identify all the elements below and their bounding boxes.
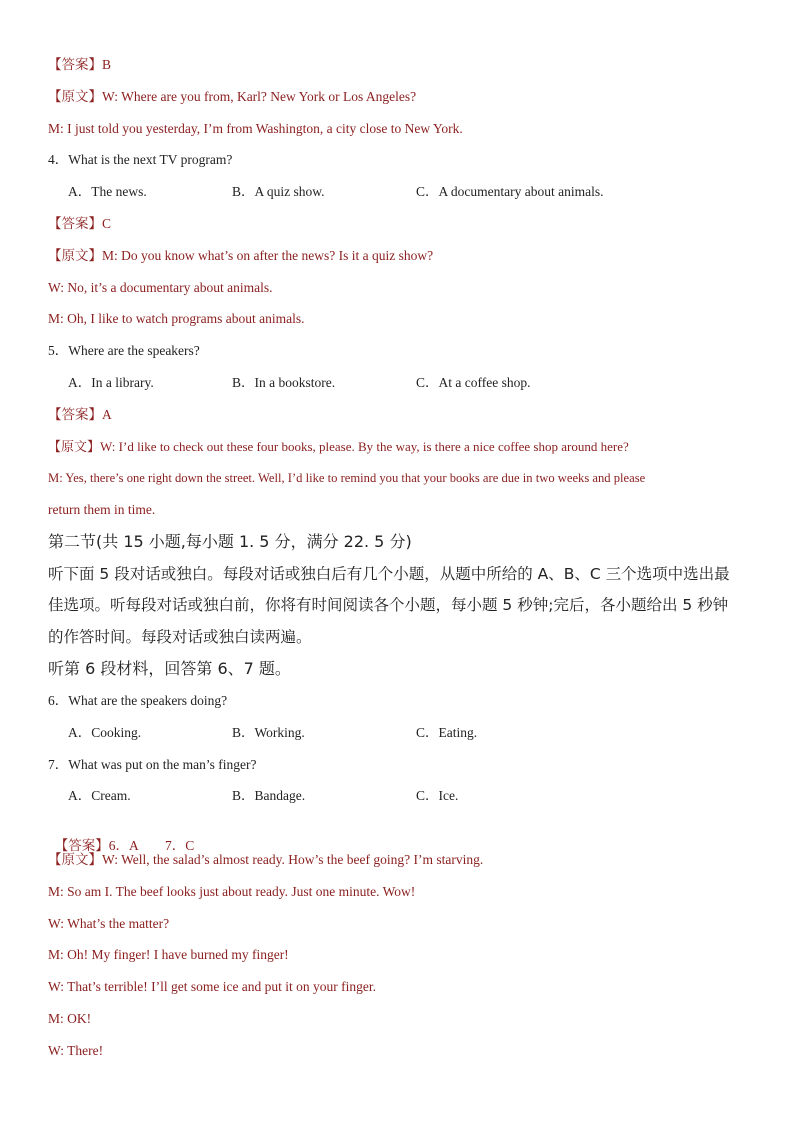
question-stem-5: 5．Where are the speakers? [48,343,200,358]
option-a: A．Cream. [68,788,131,803]
transcript-line: M: Oh, I like to watch programs about animals. [48,311,305,326]
answer-tag: 【答案】 [48,57,102,72]
transcript-line: M: So am I. The beef looks just about ready. Just one minute. Wow! [48,884,416,899]
instructions-line: 佳选项。听每段对话或独白前，你将有时间阅读各个小题，每小题 5 秒钟;完后，各小题给出 5 秒钟 [48,596,729,614]
option-b: B．A quiz show. [232,184,325,199]
transcript-line: 【原文】W: I’d like to check out these four books, please. By the way, is there a nice coffee shop around here? [48,439,629,454]
option-c: C．Eating. [416,725,478,740]
transcript-line: M: Oh! My finger! I have burned my finger! [48,947,289,962]
question-stem-7: 7．What was put on the man’s finger? [48,757,257,772]
answer-tag: 【答案】 [48,216,102,231]
answer-value: B [102,57,112,72]
answer-tag: 【答案】 [48,407,102,422]
section-heading: 第二节(共 15 小题,每小题 1. 5 分，满分 22. 5 分) [48,532,412,551]
transcript-line: M: I just told you yesterday, I’m from Washington, a city close to New York. [48,121,463,136]
transcript-line: M: Yes, there’s one right down the street. Well, I’d like to remind you that your books are due in two weeks and please [48,471,646,485]
transcript-tag: 【原文】 [48,852,102,867]
option-b: B．In a bookstore. [232,375,336,390]
transcript-line: W: What’s the matter? [48,916,170,931]
option-b: B．Bandage. [232,788,306,803]
option-a: A．The news. [68,184,147,199]
transcript-line: W: There! [48,1043,104,1058]
instructions-line: 的作答时间。每段对话或独白读两遍。 [48,628,312,646]
material-note: 听第 6 段材料，回答第 6、7 题。 [48,659,291,678]
transcript-line: W: No, it’s a documentary about animals. [48,280,273,295]
transcript-line: 【原文】W: Where are you from, Karl? New York or Los Angeles? [48,89,417,104]
answer-line-q67 [48,819,194,855]
transcript-line: W: That’s terrible! I’ll get some ice and put it on your finger. [48,979,377,994]
option-a: A．Cooking. [68,725,142,740]
transcript-tag: 【原文】 [48,439,101,454]
answer-value: 6．A 7．C [108,838,195,853]
answer-line-q3 [48,56,111,74]
transcript-tag: 【原文】 [48,248,102,263]
transcript-line: M: OK! [48,1011,92,1026]
question-stem-4: 4．What is the next TV program? [48,152,233,167]
option-c: C．Ice. [416,788,459,803]
transcript-tag: 【原文】 [48,89,102,104]
transcript-line: return them in time. [48,502,156,517]
answer-tag: 【答案】 [54,838,109,853]
answer-line-q5 [48,406,112,424]
transcript-line: 【原文】W: Well, the salad’s almost ready. How’s the beef going? I’m starving. [48,852,484,867]
option-c: C．At a coffee shop. [416,375,531,390]
answer-value: C [102,216,112,231]
answer-line-q4 [48,215,111,233]
answer-value: A [102,407,112,422]
question-stem-6: 6．What are the speakers doing? [48,693,228,708]
instructions-line: 听下面 5 段对话或独白。每段对话或独白后有几个小题，从题中所给的 A、B、C 三个选项中选出最 [48,565,730,583]
option-b: B．Working. [232,725,305,740]
transcript-line: 【原文】M: Do you know what’s on after the news? Is it a quiz show? [48,248,434,263]
option-c: C．A documentary about animals. [416,184,604,199]
option-a: A．In a library. [68,375,154,390]
